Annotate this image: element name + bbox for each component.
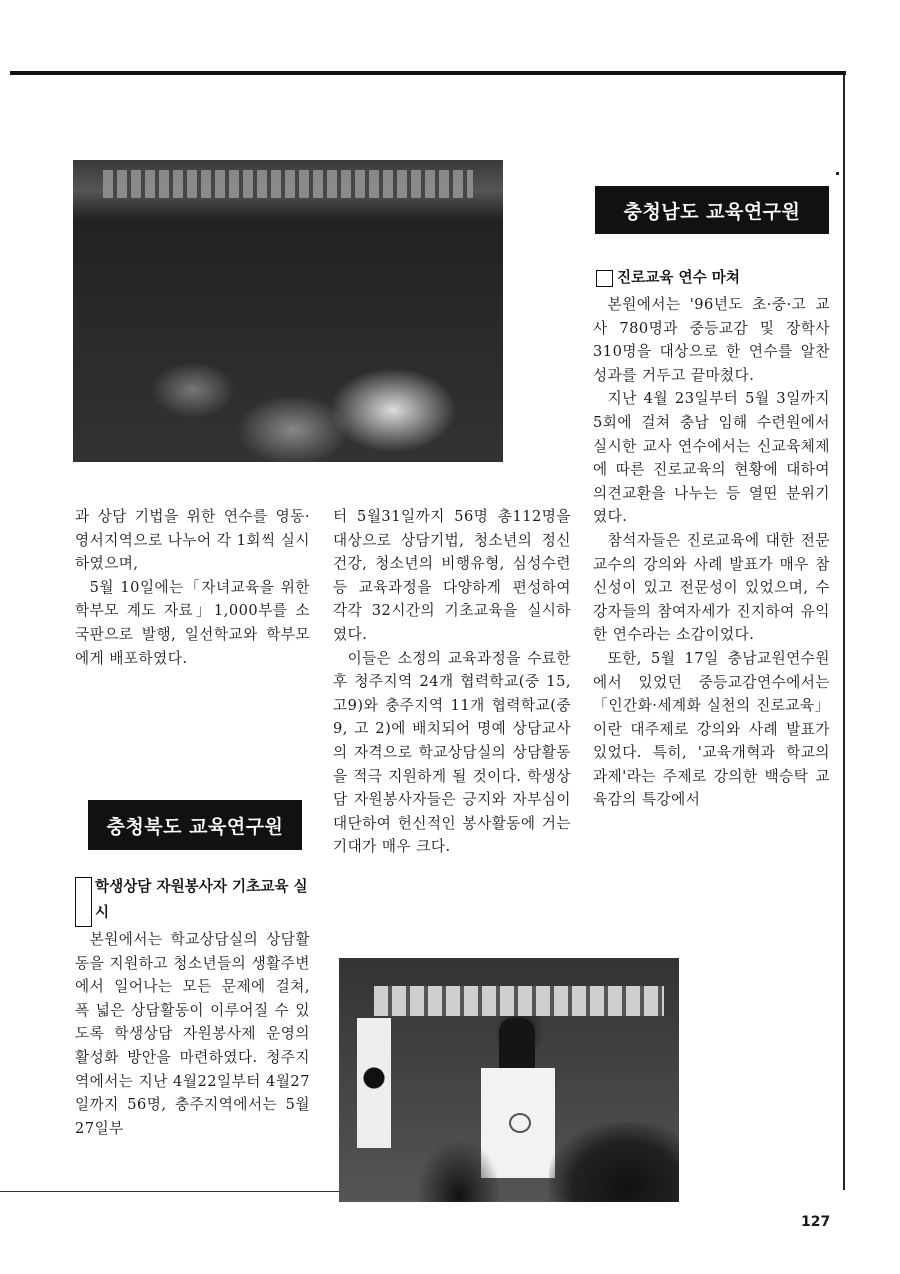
- checkbox-icon: [596, 270, 613, 287]
- photo-banner: [103, 170, 473, 198]
- speaker: [499, 1018, 535, 1070]
- column-chungbuk: [75, 928, 310, 1140]
- checkbox-icon: [75, 877, 92, 927]
- flowers: [419, 1142, 499, 1202]
- paragraph: 과 상담 기법을 위한 연수를 영동·영서지역으로 나누어 각 1회씩 실시하였으며,: [75, 508, 310, 573]
- top-rule: [10, 71, 846, 75]
- flag: [357, 1018, 391, 1148]
- paragraph: 이들은 소정의 교육과정을 수료한 후 청주지역 24개 협력학교(중 15, 고9)와 충주지역 11개 협력학교(중 9, 고 2)에 배치되어 명예 상담교사의 자격으로 학교상담실의 상담활동을 적극 지원하게 될 것이다. 학생상담 자원봉사자들은 긍지와 자부심이 대단하여 헌신적인 봉사활동에 거는 기대가 매우 크다.: [333, 649, 571, 856]
- column-middle: [333, 505, 571, 859]
- paragraph: 지난 4월 23일부터 5월 3일까지 5회에 걸쳐 충남 임해 수련원에서 실시한 교사 연수에서는 신교육체제에 따른 진로교육의 현황에 대하여 의견교환을 나누는 등 열띤 분위기였다.: [593, 390, 830, 526]
- photo-banner: [374, 986, 664, 1016]
- paragraph: 또한, 5월 17일 충남교원연수원에서 있었던 중등교감연수에서는「인간화·세계화 실천의 진로교육」이란 대주제로 강의와 사례 발표가 있었다. 특히, '교육개혁과 학교의 과제'라는 주제로 강의한 백승탁 교육감의 특강에서: [593, 649, 830, 809]
- column-chungnam: [593, 293, 830, 812]
- speck: [836, 172, 839, 175]
- section-title-chungnam: 충청남도 교육연구원: [595, 186, 829, 234]
- section-title-chungbuk: 충청북도 교육연구원: [88, 800, 302, 850]
- paragraph: 본원에서는 '96년도 초·중·고 교사 780명과 중등교감 및 장학사 310명을 대상으로 한 연수를 알찬 성과를 거두고 끝마쳤다.: [593, 296, 830, 384]
- paragraph: 참석자들은 진로교육에 대한 전문 교수의 강의와 사례 발표가 매우 참신성이 있고 전문성이 있었으며, 수강자들의 참여자세가 진지하여 유익한 연수라는 소감이었다.: [593, 531, 830, 644]
- paragraph: 5월 10일에는「자녀교육을 위한 학부모 계도 자료」1,000부를 소국판으로 발행, 일선학교와 학부모에게 배포하였다.: [75, 578, 310, 667]
- flowers: [549, 1122, 679, 1202]
- paragraph: 본원에서는 학교상담실의 상담활동을 지원하고 청소년들의 생활주변에서 일어나는 모든 문제에 걸쳐, 폭 넓은 상담활동이 이루어질 수 있도록 학생상담 자원봉사제 운영의 활성화 방안을 마련하였다. 청주지역에서는 지난 4월22일부터 4월27일까지 56명, 충주지역에서는 5월27일부: [75, 931, 310, 1137]
- paragraph: 터 5월31일까지 56명 총112명을 대상으로 상담기법, 청소년의 정신건강, 청소년의 비행유형, 심성수련 등 교육과정을 다양하게 편성하여 각각 32시간의 기초교육을 실시하였다.: [333, 508, 571, 643]
- lecture-hall-photo: [73, 160, 503, 462]
- page-number: 127: [801, 1214, 831, 1230]
- speaker-podium-photo: [339, 958, 679, 1202]
- right-rule: [843, 75, 845, 1190]
- podium-emblem: [509, 1113, 531, 1133]
- column-upper-left: [75, 505, 310, 670]
- article-title-chungnam: 진로교육 연수 마쳐: [596, 268, 740, 288]
- bottom-rule: [0, 1191, 340, 1192]
